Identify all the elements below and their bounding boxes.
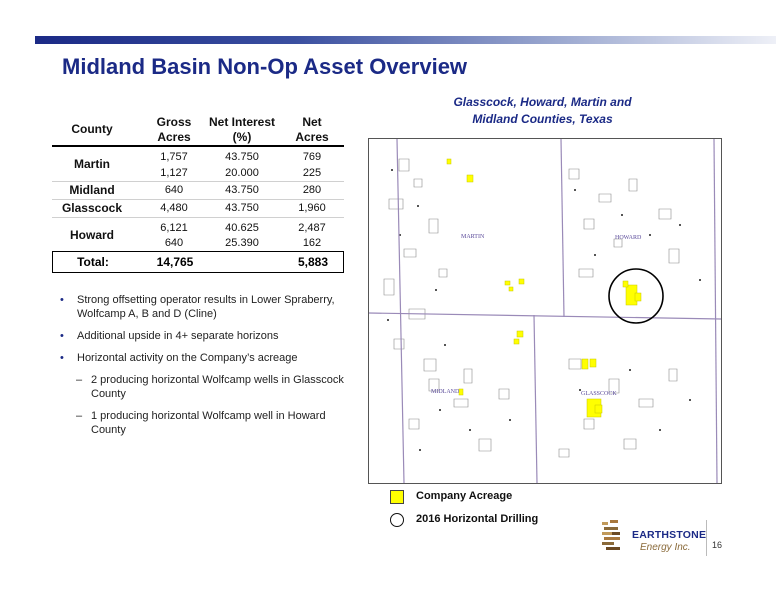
lease-tracts <box>384 159 679 457</box>
net-acres-cell: 162 <box>302 237 322 249</box>
dash-icon: – <box>76 374 83 386</box>
gross-cell: 640 <box>164 184 184 196</box>
bullet-dot-icon: • <box>60 294 64 306</box>
table-row-midland <box>52 182 344 200</box>
gross-cell: 1,757 <box>160 151 188 163</box>
map-graphic <box>369 139 721 483</box>
map-label-martin: MARTIN <box>461 234 485 240</box>
logo-name: EARTHSTONE <box>632 529 707 541</box>
map-label-midland: MIDLAND <box>431 389 460 395</box>
county-map <box>368 138 722 484</box>
county-cell: Glasscock <box>61 201 123 215</box>
legend-label: Company Acreage <box>416 490 513 502</box>
net-interest-cell: 20.000 <box>225 167 259 179</box>
legend-label: 2016 Horizontal Drilling <box>416 513 539 525</box>
header-net-interest: Net Interest (%) <box>208 115 276 144</box>
logo-divider <box>706 520 707 556</box>
gross-cell: 6,121 <box>160 222 188 234</box>
table-row-howard <box>52 218 344 251</box>
total-gross: 14,765 <box>156 255 194 269</box>
bullet-list <box>60 293 350 445</box>
gross-cell: 4,480 <box>160 202 188 214</box>
net-interest-cell: 43.750 <box>225 151 259 163</box>
gross-cell: 640 <box>164 237 184 249</box>
page-number: 16 <box>712 540 723 550</box>
table-total-row <box>52 251 344 273</box>
sub-bullet-item <box>60 409 350 437</box>
county-boundaries <box>369 139 721 483</box>
net-interest-cell: 43.750 <box>225 184 259 196</box>
total-net-acres: 5,883 <box>297 255 329 269</box>
bullet-dot-icon: • <box>60 330 64 342</box>
net-acres-cell: 2,487 <box>298 222 326 234</box>
bullet-item <box>60 293 350 321</box>
county-cell: Martin <box>74 157 110 171</box>
header-gross-acres: Gross Acres <box>156 115 192 144</box>
sub-bullet-text: 2 producing horizontal Wolfcamp wells in Glasscock County <box>91 374 344 400</box>
bullet-dot-icon: • <box>60 352 64 364</box>
well-spots <box>387 169 701 451</box>
sub-bullet-text: 1 producing horizontal Wolfcamp well in Howard County <box>91 410 326 436</box>
header-accent-bar <box>35 36 776 44</box>
gross-cell: 1,127 <box>160 167 188 179</box>
dash-icon: – <box>76 410 83 422</box>
net-acres-cell: 225 <box>302 167 322 179</box>
map-label-glasscock: GLASSCOCK <box>581 391 617 397</box>
net-interest-cell: 40.625 <box>225 222 259 234</box>
map-label-howard: HOWARD <box>615 235 642 241</box>
total-label: Total: <box>77 255 109 269</box>
header-county: County <box>71 122 113 136</box>
table-header <box>52 112 344 146</box>
table-row-martin <box>52 148 344 182</box>
county-cell: Howard <box>69 228 114 242</box>
bullet-text: Strong offsetting operator results in Lower Spraberry, Wolfcamp A, B and D (Cline) <box>77 294 335 320</box>
asset-table <box>52 112 344 146</box>
county-cell: Midland <box>69 183 115 197</box>
bullet-text: Horizontal activity on the Company’s acreage <box>77 352 298 364</box>
slide-title: Midland Basin Non-Op Asset Overview <box>62 54 468 79</box>
table-header-rule <box>52 145 344 147</box>
net-interest-cell: 43.750 <box>225 202 259 214</box>
circle-icon <box>390 513 404 527</box>
map-title: Glasscock, Howard, Martin and Midland Counties, Texas <box>453 95 632 126</box>
net-acres-cell: 1,960 <box>298 202 326 214</box>
bullet-item <box>60 351 350 365</box>
yellow-square-icon <box>390 490 404 504</box>
company-acreage-markers <box>447 159 641 417</box>
bullet-item <box>60 329 350 343</box>
header-net-acres: Net Acres <box>295 115 329 144</box>
logo-subtitle: Energy Inc. <box>640 542 691 553</box>
table-row-glasscock <box>52 200 344 218</box>
net-interest-cell: 25.390 <box>225 237 259 249</box>
sub-bullet-item <box>60 373 350 401</box>
net-acres-cell: 280 <box>302 184 322 196</box>
net-acres-cell: 769 <box>302 151 322 163</box>
bullet-text: Additional upside in 4+ separate horizons <box>77 330 279 342</box>
